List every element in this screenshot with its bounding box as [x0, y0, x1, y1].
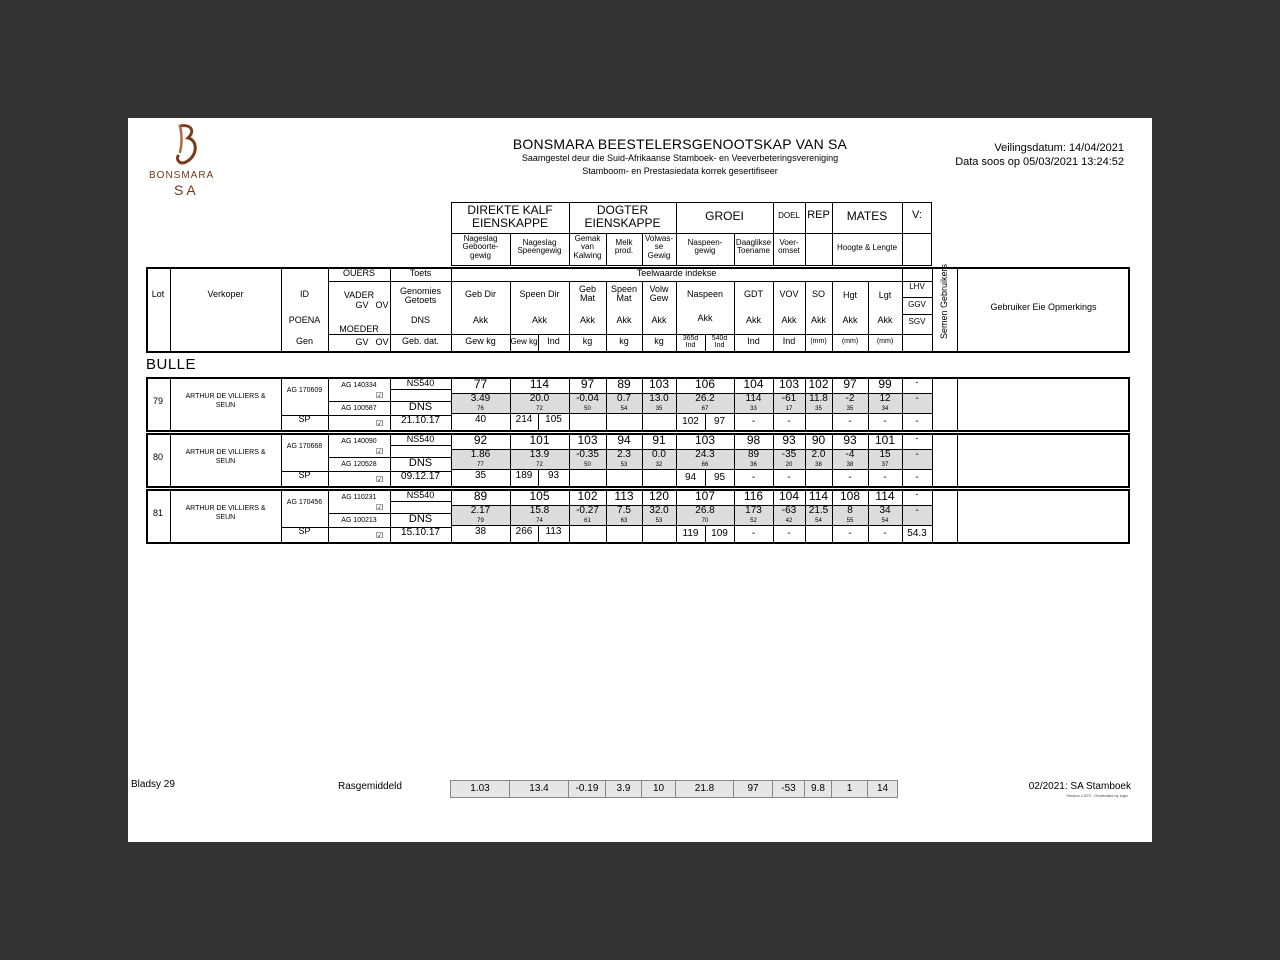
accuracy-value: 72 [536, 462, 543, 468]
index-540d: 95 [713, 472, 726, 483]
animal-id: AG 170668 [286, 443, 323, 450]
col-naspeen: Naspeen [686, 289, 724, 299]
wean-weight: 266 [515, 526, 533, 537]
col-akk: Akk [616, 315, 632, 325]
col-speen-dir: Speen Dir [519, 289, 560, 299]
ebv-value: 21.5 [808, 505, 829, 516]
sire-id: AG 140090 [341, 438, 377, 445]
col-akk: Akk [697, 313, 713, 323]
sub-nageslag-geb: Nageslag Geboorte- gewig [462, 234, 499, 260]
group-groei: GROEI [705, 209, 744, 223]
sub-volwasse: Volwas- se Gewig [644, 234, 673, 260]
group-dogter: DOGTER EIENSKAPPE [584, 203, 661, 230]
sire-check-icon: ☑ [376, 391, 384, 400]
index-365d: 119 [682, 528, 699, 539]
seller-name: ARTHUR DE VILLIERS & [185, 449, 266, 456]
index-value: 91 [652, 433, 666, 447]
col-akk: Akk [842, 315, 858, 325]
accuracy-value: 55 [846, 518, 854, 524]
document-title: BONSMARA BEESTELERSGENOOTSKAP VAN SA [512, 136, 848, 152]
seller-name: SEUN [215, 514, 236, 521]
col-kg: kg [654, 336, 664, 346]
accuracy-value: 35 [655, 406, 663, 412]
breed-average-bar [450, 780, 898, 798]
index-540d: 97 [713, 416, 726, 427]
bonsmara-logo-icon [172, 122, 202, 168]
dam-check-icon: ☑ [376, 419, 384, 428]
accuracy-value: 17 [785, 406, 793, 412]
ebv-value: 15 [879, 449, 891, 460]
index-value: 104 [778, 489, 800, 503]
v-value: - [915, 416, 919, 427]
col-kg: kg [619, 336, 629, 346]
certification-note: Stamboom- en Prestasiedata korrek gesertifiseer [582, 166, 778, 176]
index-value: 93 [843, 433, 857, 447]
col-moeder: MOEDER [339, 324, 379, 334]
group-direkte: DIREKTE KALF EIENSKAPPE [467, 203, 553, 230]
dam-id: AG 100213 [341, 517, 377, 524]
accuracy-value: 38 [815, 462, 822, 468]
col-lgt-mm: (mm) [876, 338, 894, 345]
accuracy-value: 52 [750, 518, 757, 524]
col-sgv: SGV [908, 317, 926, 326]
wean-weight: 214 [515, 414, 533, 425]
hgt-mm: - [848, 416, 852, 427]
sub-naspeen: Naspeen- gewig [687, 238, 723, 256]
lot-number: 80 [152, 452, 163, 462]
ebv-value: 0.0 [652, 449, 666, 460]
footer-version: Version 1.670 - Generated by logix [1066, 793, 1128, 798]
grid-line [390, 501, 451, 502]
grid-line [957, 489, 958, 544]
dam-id: AG 100587 [341, 405, 377, 412]
animal-gen: SP [298, 526, 311, 536]
document-subtitle: Saamgestel deur die Suid-Afrikaanse Stamboek- en Veeverbeteringsvereniging [521, 153, 839, 163]
breed-average-value: -53 [773, 781, 805, 797]
col-ggv: GGV [908, 300, 926, 309]
index-value: - [915, 489, 919, 499]
sub-daaglikse: Daaglikse Toename [735, 238, 772, 256]
col-so-mm: (mm) [810, 338, 827, 345]
accuracy-value: 67 [701, 406, 709, 412]
accuracy-value: 61 [584, 518, 591, 524]
col-kg: kg [582, 336, 593, 346]
breed-average-value: 1.03 [451, 781, 510, 797]
group-mates: MATES [846, 209, 888, 223]
dns-status: DNS [408, 513, 433, 525]
col-lot: Lot [151, 289, 165, 299]
logo-wordmark: BONSMARA [149, 170, 215, 181]
index-value: 98 [746, 433, 761, 447]
col-vov: VOV [779, 289, 799, 299]
index-value: 101 [874, 433, 896, 447]
accuracy-value: 34 [881, 406, 889, 412]
ebv-value: 7.5 [617, 505, 631, 516]
ebv-value: -61 [781, 393, 797, 404]
breed-average-value: 9.8 [805, 781, 832, 797]
sire-id: AG 140334 [341, 382, 377, 389]
group-v: V: [912, 209, 922, 221]
birth-date: 15.10.17 [401, 527, 440, 538]
wean-index: 113 [545, 526, 562, 537]
seller-name: SEUN [215, 458, 236, 465]
ebv-value: - [915, 449, 919, 460]
col-gdt-ind: Ind [747, 336, 760, 346]
col-geb-dir: Geb Dir [464, 289, 496, 299]
animal-id: AG 170609 [286, 387, 323, 394]
sire-check-icon: ☑ [376, 503, 384, 512]
ebv-value: -0.27 [576, 505, 599, 516]
col-akk: Akk [651, 315, 667, 325]
ebv-value: -63 [781, 505, 797, 516]
accuracy-value: 35 [815, 406, 822, 412]
col-gdt: GDT [744, 289, 763, 299]
breed-average-value: -0.19 [569, 781, 606, 797]
col-vader-ov: OV [375, 300, 389, 310]
test-code: NS540 [406, 378, 435, 388]
index-value: 103 [694, 433, 716, 447]
animal-id: AG 170456 [286, 499, 323, 506]
col-opmerkings: Gebruiker Eie Opmerkings [990, 302, 1097, 312]
test-code: NS540 [406, 434, 435, 444]
accuracy-value: 20 [785, 462, 793, 468]
birth-weight: 35 [474, 470, 487, 481]
ebv-value: 13.0 [649, 393, 669, 404]
lot-number: 79 [152, 396, 163, 406]
birth-weight: 40 [474, 414, 487, 425]
group-doel: DOEL [778, 211, 800, 220]
ebv-value: 13.9 [529, 449, 550, 460]
grid-line [957, 433, 958, 488]
breed-average-value: 10 [642, 781, 676, 797]
seller-name: ARTHUR DE VILLIERS & [185, 505, 266, 512]
grid-line [390, 389, 451, 390]
accuracy-value: 54 [881, 518, 889, 524]
lgt-mm: - [883, 528, 887, 539]
col-id: ID [300, 289, 309, 299]
breed-average-value: 3.9 [606, 781, 642, 797]
birth-weight: 38 [474, 526, 487, 537]
accuracy-value: 76 [477, 406, 484, 412]
ebv-value: 11.8 [809, 393, 828, 404]
dam-check-icon: ☑ [376, 531, 384, 540]
col-akk: Akk [579, 315, 595, 325]
ebv-value: 24.3 [695, 449, 715, 460]
breed-average-value: 97 [734, 781, 773, 797]
v-value: - [915, 472, 919, 483]
section-title: BULLE [146, 356, 197, 373]
sub-gemak: Gemak van Kalwing [573, 234, 602, 260]
grid-line [957, 377, 958, 432]
accuracy-value: 77 [477, 462, 484, 468]
index-value: 89 [617, 377, 631, 391]
ebv-value: 2.0 [811, 449, 826, 460]
accuracy-value: 79 [477, 518, 484, 524]
col-akk: Akk [745, 315, 761, 325]
col-gen: Gen [295, 336, 313, 346]
col-ouers: OUERS [342, 268, 375, 278]
wean-index: 93 [547, 470, 560, 481]
catalogue-page [128, 118, 1152, 842]
accuracy-value: 36 [750, 462, 757, 468]
v-value: 54.3 [907, 528, 927, 539]
ebv-value: -0.04 [576, 393, 599, 404]
auction-date: Veilingsdatum: 14/04/2021 [994, 142, 1124, 154]
accuracy-value: 53 [620, 462, 628, 468]
gdt-index: - [751, 416, 756, 427]
gdt-index: - [751, 528, 756, 539]
group-rep: REP [807, 209, 830, 221]
index-value: 107 [694, 489, 716, 503]
index-value: 101 [529, 433, 550, 447]
col-vov-ind: Ind [782, 336, 796, 346]
col-volw-gew: Volw Gew [649, 284, 669, 304]
col-vader: VADER [343, 290, 375, 300]
breed-average-label: Rasgemiddeld [338, 781, 402, 792]
vov-index: - [787, 416, 791, 427]
lgt-mm: - [883, 416, 887, 427]
ebv-value: 34 [879, 505, 891, 516]
index-value: 116 [743, 489, 764, 503]
col-moeder-gv: GV [355, 337, 369, 347]
seller-name: SEUN [215, 402, 236, 409]
sub-nageslag-speen: Nageslag Speengewig [517, 238, 562, 256]
grid-line [390, 445, 451, 446]
index-365d: 102 [682, 416, 699, 427]
page-number: Bladsy 29 [131, 779, 175, 790]
ebv-value: - [915, 393, 919, 404]
index-365d: 94 [684, 472, 697, 483]
index-value: 103 [778, 377, 800, 391]
vov-index: - [787, 472, 791, 483]
accuracy-value: 38 [846, 462, 854, 468]
accuracy-value: 54 [815, 518, 822, 524]
index-value: 94 [617, 433, 631, 447]
index-value: 114 [529, 377, 550, 391]
breed-average-value: 14 [868, 781, 898, 797]
col-vader-gv: GV [355, 300, 369, 310]
ebv-value: -35 [781, 449, 797, 460]
col-gew-kg-speen: Gew kg [510, 337, 538, 346]
index-value: 97 [580, 377, 595, 391]
index-value: 97 [843, 377, 857, 391]
accuracy-value: 42 [785, 518, 793, 524]
col-gew-kg: Gew kg [465, 336, 496, 346]
col-akk: Akk [531, 315, 547, 325]
accuracy-value: 37 [881, 462, 889, 468]
lgt-mm: - [883, 472, 887, 483]
col-lhv: LHV [909, 282, 925, 291]
col-speen-ind: Ind [547, 336, 560, 346]
ebv-value: 8 [847, 505, 853, 516]
sub-voer: Voer- omset [778, 238, 800, 256]
animal-gen: SP [298, 414, 311, 424]
index-value: 90 [811, 433, 826, 447]
test-code: NS540 [406, 490, 435, 500]
accuracy-value: 74 [536, 518, 543, 524]
accuracy-value: 35 [846, 406, 854, 412]
col-akk: Akk [877, 315, 893, 325]
index-value: 92 [473, 433, 488, 447]
col-semen-gebruikers: Semen Gebruikers [939, 263, 949, 339]
accuracy-value: 66 [701, 462, 709, 468]
ebv-value: 2.17 [470, 505, 491, 516]
col-toets: Toets [409, 268, 432, 278]
wean-weight: 189 [515, 470, 533, 481]
col-teelwaarde: Teelwaarde indekse [636, 268, 717, 278]
wean-index: 105 [545, 414, 562, 425]
index-value: 89 [473, 489, 488, 503]
logo-sa: SA [174, 182, 199, 198]
ebv-value: 173 [745, 505, 762, 516]
col-genomies: Genomies Getoets [399, 286, 442, 306]
ebv-value: 3.49 [470, 393, 491, 404]
hgt-mm: - [848, 472, 852, 483]
accuracy-value: 33 [750, 406, 757, 412]
ebv-value: 32.0 [649, 505, 669, 516]
ebv-value: -4 [845, 449, 855, 460]
index-value: 99 [878, 377, 892, 391]
dns-status: DNS [408, 401, 433, 413]
ebv-value: 2.3 [617, 449, 631, 460]
col-poena: POENA [288, 315, 321, 325]
index-value: 113 [614, 489, 634, 503]
col-moeder-ov: OV [375, 337, 389, 347]
footer-source: 02/2021: SA Stamboek [1028, 781, 1131, 792]
col-lgt: Lgt [878, 290, 892, 300]
sire-id: AG 110231 [341, 494, 377, 501]
accuracy-value: 50 [584, 462, 591, 468]
data-date: Data soos op 05/03/2021 13:24:52 [955, 156, 1124, 168]
accuracy-value: 72 [536, 406, 543, 412]
grid-line [932, 377, 933, 432]
index-value: - [915, 433, 919, 443]
col-verkoper: Verkoper [207, 289, 244, 299]
index-value: - [915, 377, 919, 387]
ebv-value: 12 [879, 393, 891, 404]
col-hgt: Hgt [842, 290, 857, 300]
col-540d: 540d Ind [711, 335, 728, 350]
index-value: 108 [839, 489, 861, 503]
ebv-value: 26.8 [695, 505, 715, 516]
ebv-value: 1.86 [470, 449, 491, 460]
ebv-value: - [915, 505, 919, 516]
breed-average-value: 21.8 [676, 781, 734, 797]
sub-hoogte: Hoogte & Lengte [836, 243, 898, 252]
ebv-value: 20.0 [529, 393, 550, 404]
col-speen-mat: Speen Mat [610, 284, 638, 304]
index-value: 77 [473, 377, 488, 391]
dam-id: AG 120528 [341, 461, 377, 468]
gdt-index: - [751, 472, 756, 483]
vov-index: - [787, 528, 791, 539]
index-value: 93 [782, 433, 796, 447]
lot-number: 81 [152, 508, 163, 518]
dam-check-icon: ☑ [376, 475, 384, 484]
hgt-mm: - [848, 528, 852, 539]
accuracy-value: 32 [655, 462, 663, 468]
index-value: 103 [577, 433, 598, 447]
accuracy-value: 54 [620, 406, 628, 412]
col-dns: DNS [410, 315, 430, 325]
accuracy-value: 50 [584, 406, 591, 412]
index-value: 102 [577, 489, 598, 503]
col-geb-dat: Geb. dat. [401, 336, 440, 346]
birth-date: 09.12.17 [401, 471, 440, 482]
grid-line [932, 489, 933, 544]
ebv-value: 89 [747, 449, 760, 460]
index-value: 114 [875, 489, 895, 503]
accuracy-value: 53 [655, 518, 663, 524]
animal-gen: SP [298, 470, 311, 480]
ebv-value: 114 [745, 393, 762, 404]
index-value: 103 [648, 377, 670, 391]
index-540d: 109 [711, 528, 728, 539]
index-value: 114 [808, 489, 829, 503]
index-value: 104 [743, 377, 764, 391]
breed-average-value: 1 [832, 781, 868, 797]
sire-check-icon: ☑ [376, 447, 384, 456]
ebv-value: 15.8 [529, 505, 550, 516]
dns-status: DNS [408, 457, 433, 469]
col-akk: Akk [472, 315, 488, 325]
index-value: 120 [648, 489, 670, 503]
col-365d: 365d Ind [682, 335, 699, 350]
index-value: 105 [529, 489, 550, 503]
sub-melk: Melk prod. [614, 238, 634, 256]
col-akk: Akk [781, 315, 797, 325]
ebv-value: 0.7 [617, 393, 631, 404]
col-hgt-mm: (mm) [841, 338, 859, 345]
ebv-value: 26.2 [695, 393, 715, 404]
breed-average-value: 13.4 [510, 781, 569, 797]
index-value: 106 [694, 377, 716, 391]
grid-line [932, 433, 933, 488]
ebv-value: -0.35 [576, 449, 599, 460]
seller-name: ARTHUR DE VILLIERS & [185, 393, 266, 400]
accuracy-value: 63 [620, 518, 628, 524]
col-so: SO [811, 289, 825, 299]
ebv-value: -2 [845, 393, 855, 404]
index-value: 102 [808, 377, 829, 391]
col-akk: Akk [810, 315, 826, 325]
col-geb-mat: Geb Mat [578, 284, 596, 304]
accuracy-value: 70 [701, 518, 709, 524]
birth-date: 21.10.17 [401, 415, 440, 426]
